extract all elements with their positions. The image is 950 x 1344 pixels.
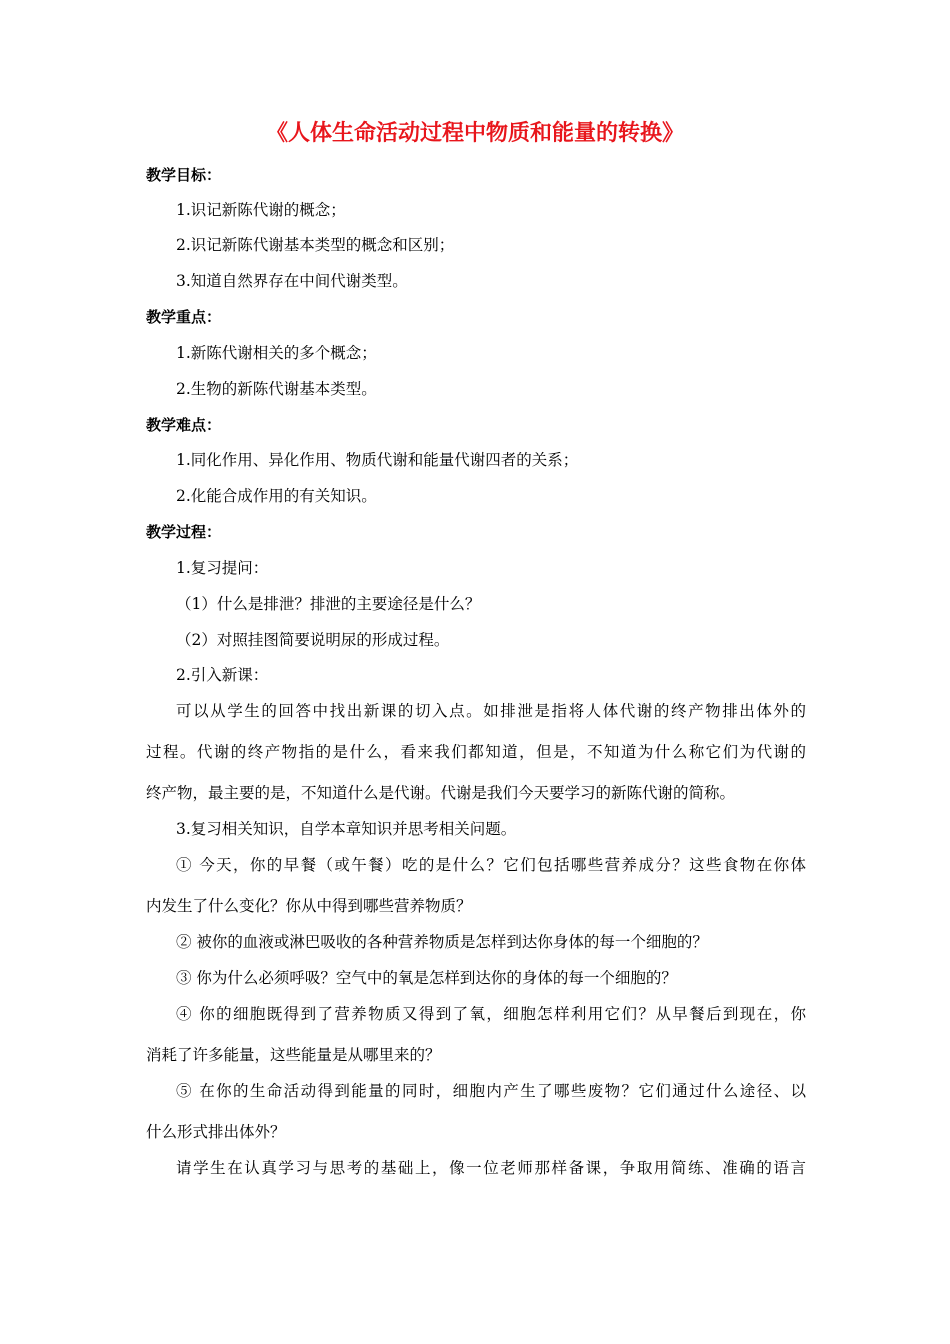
difficulty-item-2: 2.化能合成作用的有关知识。 — [176, 487, 377, 505]
review-question-1: （1）什么是排泄？排泄的主要途径是什么？ — [176, 595, 481, 613]
intro-title: 2.引入新课： — [176, 666, 269, 684]
intro-paragraph-line-1: 可以从学生的回答中找出新课的切入点。如排泄是指将人体代谢的终产物排出体外的 — [176, 702, 806, 720]
question-5-line-2: 什么形式排出体外？ — [146, 1123, 286, 1141]
objective-item-1: 1.识记新陈代谢的概念； — [176, 201, 346, 219]
key-point-item-1: 1.新陈代谢相关的多个概念； — [176, 344, 377, 362]
objective-item-2: 2.识记新陈代谢基本类型的概念和区别； — [176, 236, 455, 254]
review-question-2: （2）对照挂图简要说明尿的形成过程。 — [176, 631, 450, 649]
question-2: ② 被你的血液或淋巴吸收的各种营养物质是怎样到达你身体的每一个细胞的？ — [176, 933, 708, 951]
objective-item-3: 3.知道自然界存在中间代谢类型。 — [176, 272, 408, 290]
question-1-line-1: ① 今天，你的早餐（或午餐）吃的是什么？它们包括哪些营养成分？这些食物在你体 — [176, 856, 806, 874]
question-1-line-2: 内发生了什么变化？你从中得到哪些营养物质？ — [146, 897, 472, 915]
intro-paragraph-line-3: 终产物，最主要的是，不知道什么是代谢。代谢是我们今天要学习的新陈代谢的简称。 — [146, 784, 736, 802]
difficulties-heading: 教学难点： — [146, 416, 222, 434]
question-4-line-1: ④ 你的细胞既得到了营养物质又得到了氧，细胞怎样利用它们？从早餐后到现在，你 — [176, 1005, 806, 1023]
objectives-heading: 教学目标： — [146, 166, 222, 184]
question-5-line-1: ⑤ 在你的生命活动得到能量的同时，细胞内产生了哪些废物？它们通过什么途径、以 — [176, 1082, 806, 1100]
closing-paragraph-line-1: 请学生在认真学习与思考的基础上，像一位老师那样备课，争取用简练、准确的语言 — [176, 1159, 806, 1177]
question-3: ③ 你为什么必须呼吸？空气中的氧是怎样到达你的身体的每一个细胞的？ — [176, 969, 677, 987]
intro-paragraph-line-2: 过程。代谢的终产物指的是什么，看来我们都知道，但是，不知道为什么称它们为代谢的 — [146, 743, 806, 761]
document-title: 《人体生命活动过程中物质和能量的转换》 — [265, 121, 684, 146]
question-4-line-2: 消耗了许多能量，这些能量是从哪里来的？ — [146, 1046, 441, 1064]
difficulty-item-1: 1.同化作用、异化作用、物质代谢和能量代谢四者的关系； — [176, 451, 579, 469]
self-study-title: 3.复习相关知识，自学本章知识并思考相关问题。 — [176, 820, 517, 838]
key-point-item-2: 2.生物的新陈代谢基本类型。 — [176, 380, 377, 398]
process-heading: 教学过程： — [146, 523, 222, 541]
key-points-heading: 教学重点： — [146, 308, 222, 326]
review-title: 1.复习提问： — [176, 559, 269, 577]
